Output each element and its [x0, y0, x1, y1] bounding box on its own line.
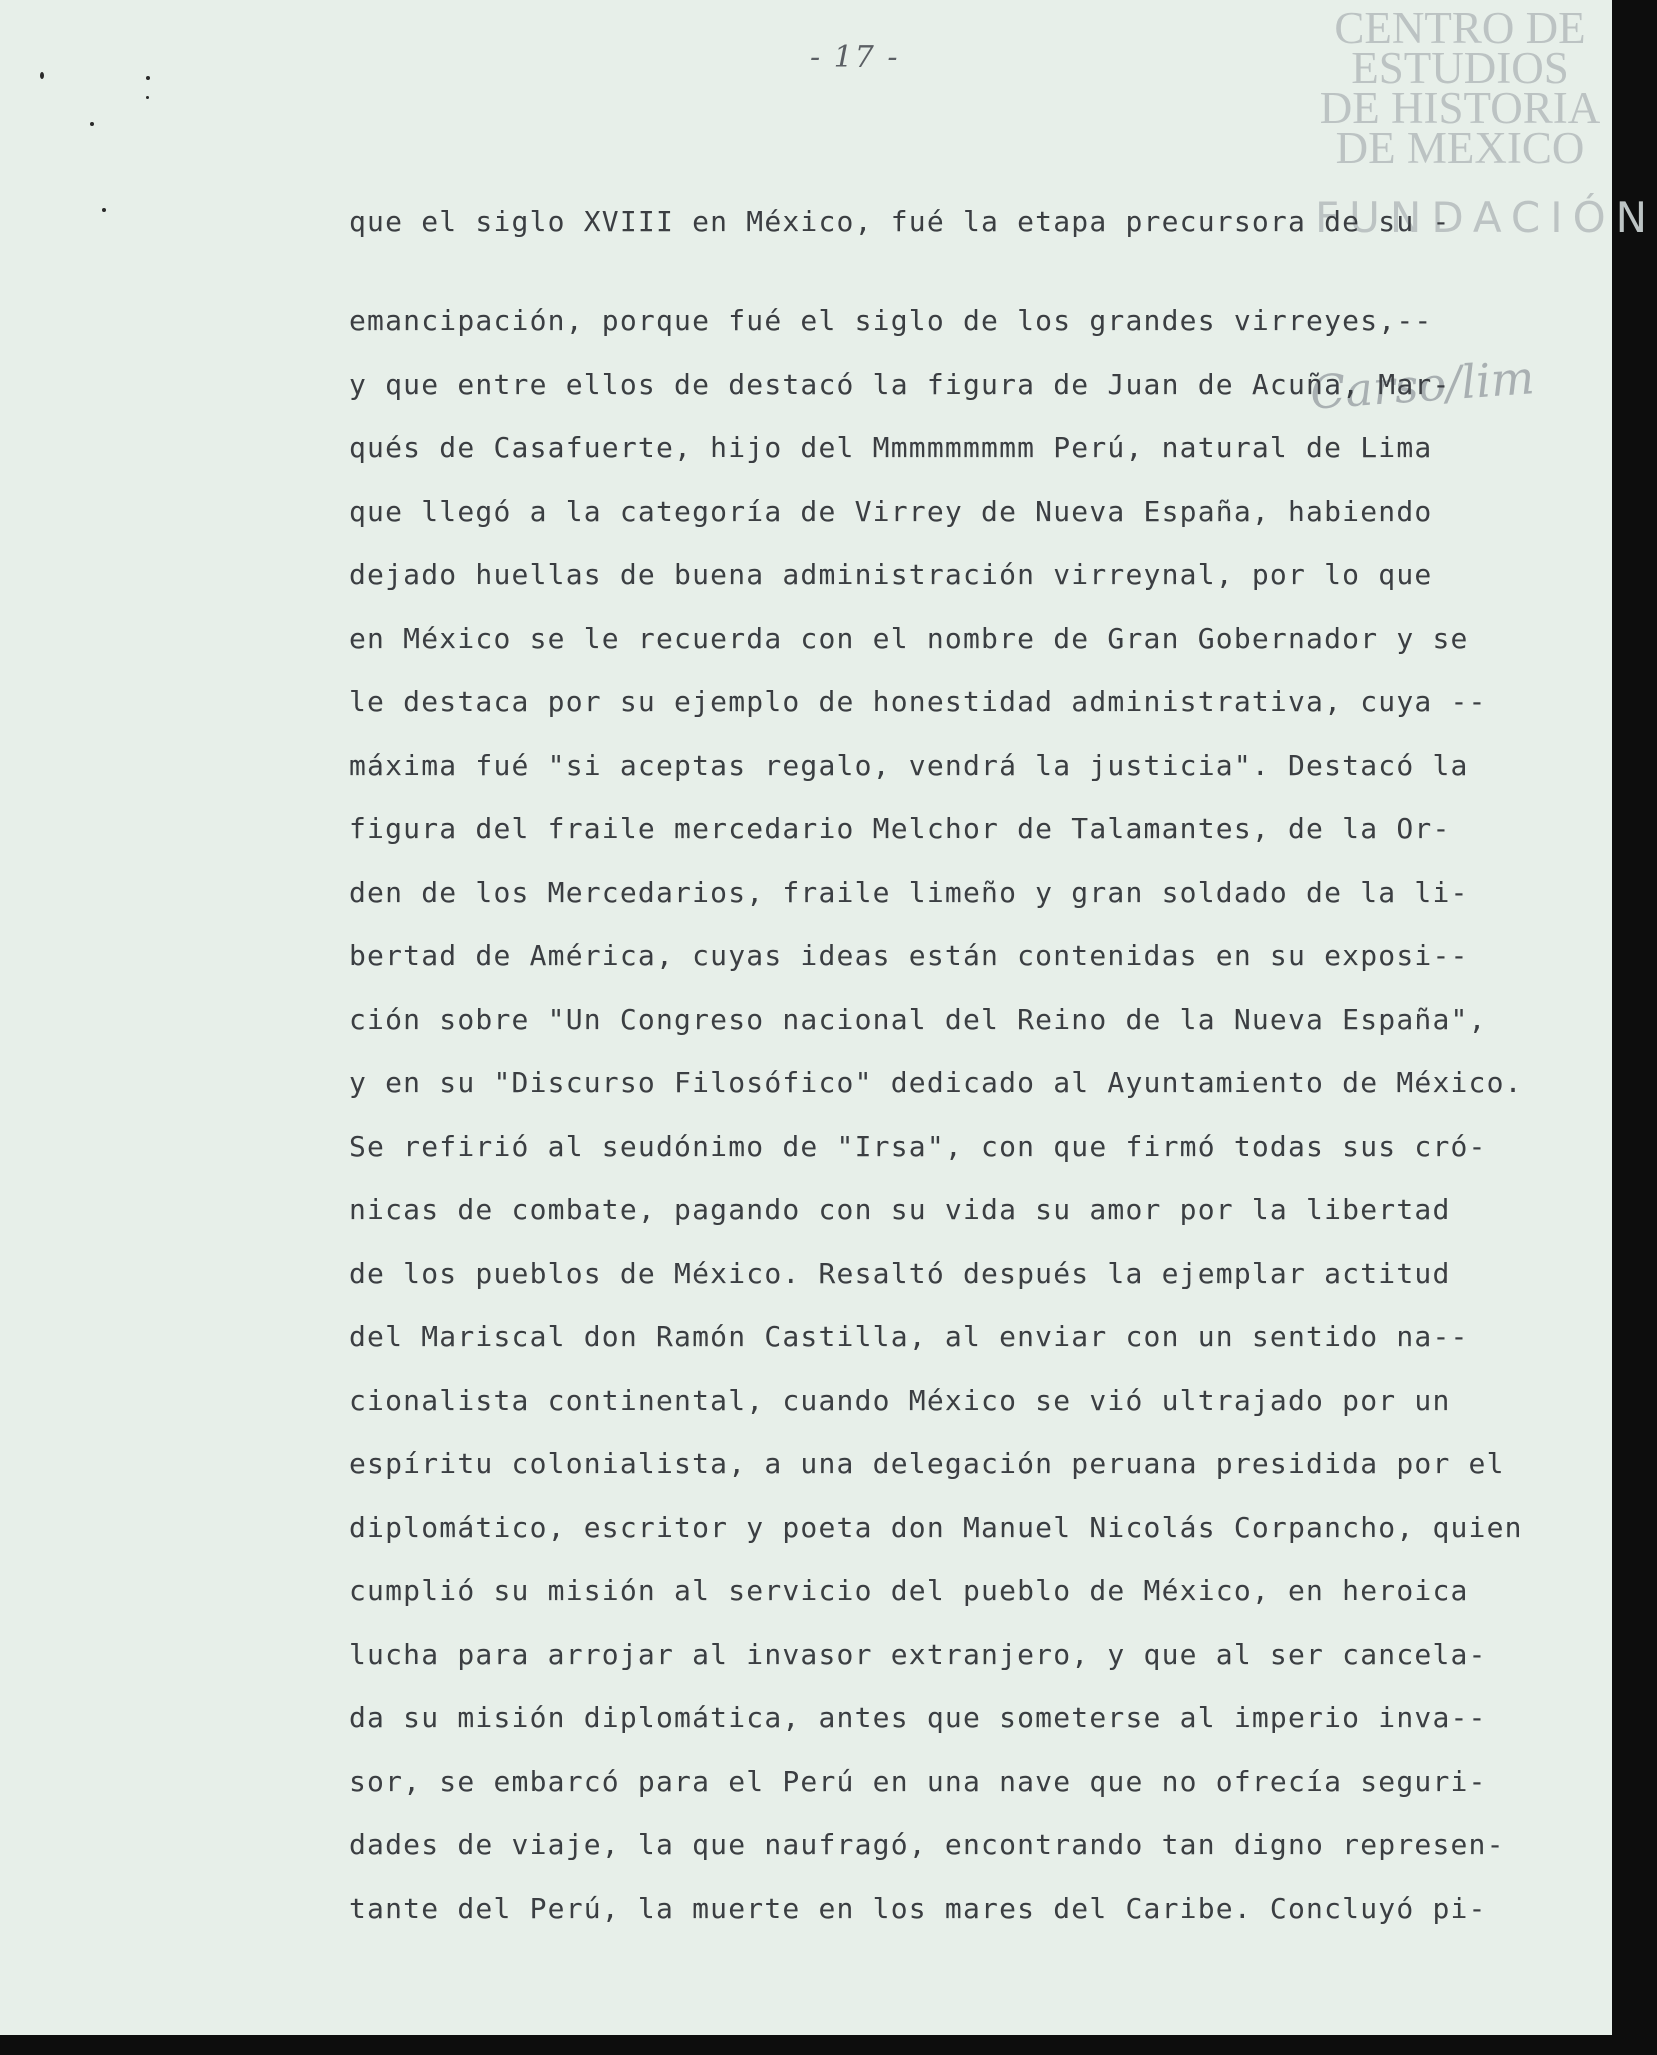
text-line: cionalista continental, cuando México se vió ultrajado por un	[349, 1383, 1451, 1417]
paper-speck	[40, 72, 44, 79]
text-line: dejado huellas de buena administración virreynal, por lo que	[349, 558, 1433, 591]
text-line: diplomático, escritor y poeta don Manuel Nicolás Corpancho, quien	[349, 1510, 1523, 1544]
paper-speck	[146, 96, 149, 99]
text-line: del Mariscal don Ramón Castilla, al enviar con un sentido na--	[349, 1320, 1469, 1353]
paper-speck	[102, 208, 106, 212]
text-line: sor, se embarcó para el Perú en una nave que no ofrecía seguri-	[349, 1764, 1487, 1798]
watermark-line: ESTUDIOS	[1351, 43, 1569, 93]
typed-body-text	[349, 190, 1609, 1940]
watermark-fundacion: FUNDACIÓN	[1315, 193, 1657, 242]
watermark-line: DE MEXICO	[1335, 123, 1585, 173]
text-line: ción sobre "Un Congreso nacional del Reino de la Nueva España",	[349, 1002, 1487, 1036]
paper-speck	[146, 76, 150, 80]
text-line: lucha para arrojar al invasor extranjero, y que al ser cancela-	[349, 1637, 1487, 1671]
text-line: en México se le recuerda con el nombre de Gran Gobernador y se	[349, 621, 1469, 655]
text-line: dades de viaje, la que naufragó, encontrando tan digno represen-	[349, 1828, 1505, 1861]
text-line: figura del fraile mercedario Melchor de Talamantes, de la Or-	[349, 812, 1451, 845]
text-line: espíritu colonialista, a una delegación peruana presidida por el	[349, 1447, 1505, 1480]
text-line: cumplió su misión al servicio del pueblo de México, en heroica	[349, 1574, 1469, 1607]
text-line: Se refirió al seudónimo de "Irsa", con que firmó todas sus cró-	[349, 1129, 1487, 1163]
watermark-signature: Carso/lim	[1308, 350, 1537, 420]
text-line: y que entre ellos de destacó la figura de Juan de Acuña, Mar-	[349, 367, 1451, 401]
text-line: y en su "Discurso Filosófico" dedicado al Ayuntamiento de México.	[349, 1066, 1523, 1099]
watermark-line: CENTRO DE	[1334, 3, 1586, 53]
text-line: de los pueblos de México. Resaltó después la ejemplar actitud	[349, 1256, 1451, 1290]
text-line: den de los Mercedarios, fraile limeño y gran soldado de la li-	[349, 875, 1469, 909]
page-number: - 17 -	[810, 40, 900, 75]
text-line: máxima fué "si aceptas regalo, vendrá la justicia". Destacó la	[349, 748, 1469, 782]
text-line: bertad de América, cuyas ideas están contenidas en su exposi--	[349, 939, 1469, 972]
text-line: qués de Casafuerte, hijo del Mmmmmmmmm Perú, natural de Lima	[349, 431, 1433, 464]
text-line: tante del Perú, la muerte en los mares del Caribe. Concluyó pi-	[349, 1891, 1487, 1925]
text-line: da su misión diplomática, antes que someterse al imperio inva--	[349, 1701, 1487, 1734]
text-line: nicas de combate, pagando con su vida su amor por la libertad	[349, 1193, 1451, 1226]
watermark-line: DE HISTORIA	[1319, 83, 1601, 133]
text-line: que el siglo XVIII en México, fué la etapa precursora de su -	[349, 205, 1451, 238]
paper-speck	[90, 122, 94, 126]
text-line: emancipación, porque fué el siglo de los grandes virreyes,--	[349, 304, 1433, 337]
text-line: que llegó a la categoría de Virrey de Nueva España, habiendo	[349, 494, 1433, 528]
text-line: le destaca por su ejemplo de honestidad administrativa, cuya --	[349, 685, 1487, 718]
